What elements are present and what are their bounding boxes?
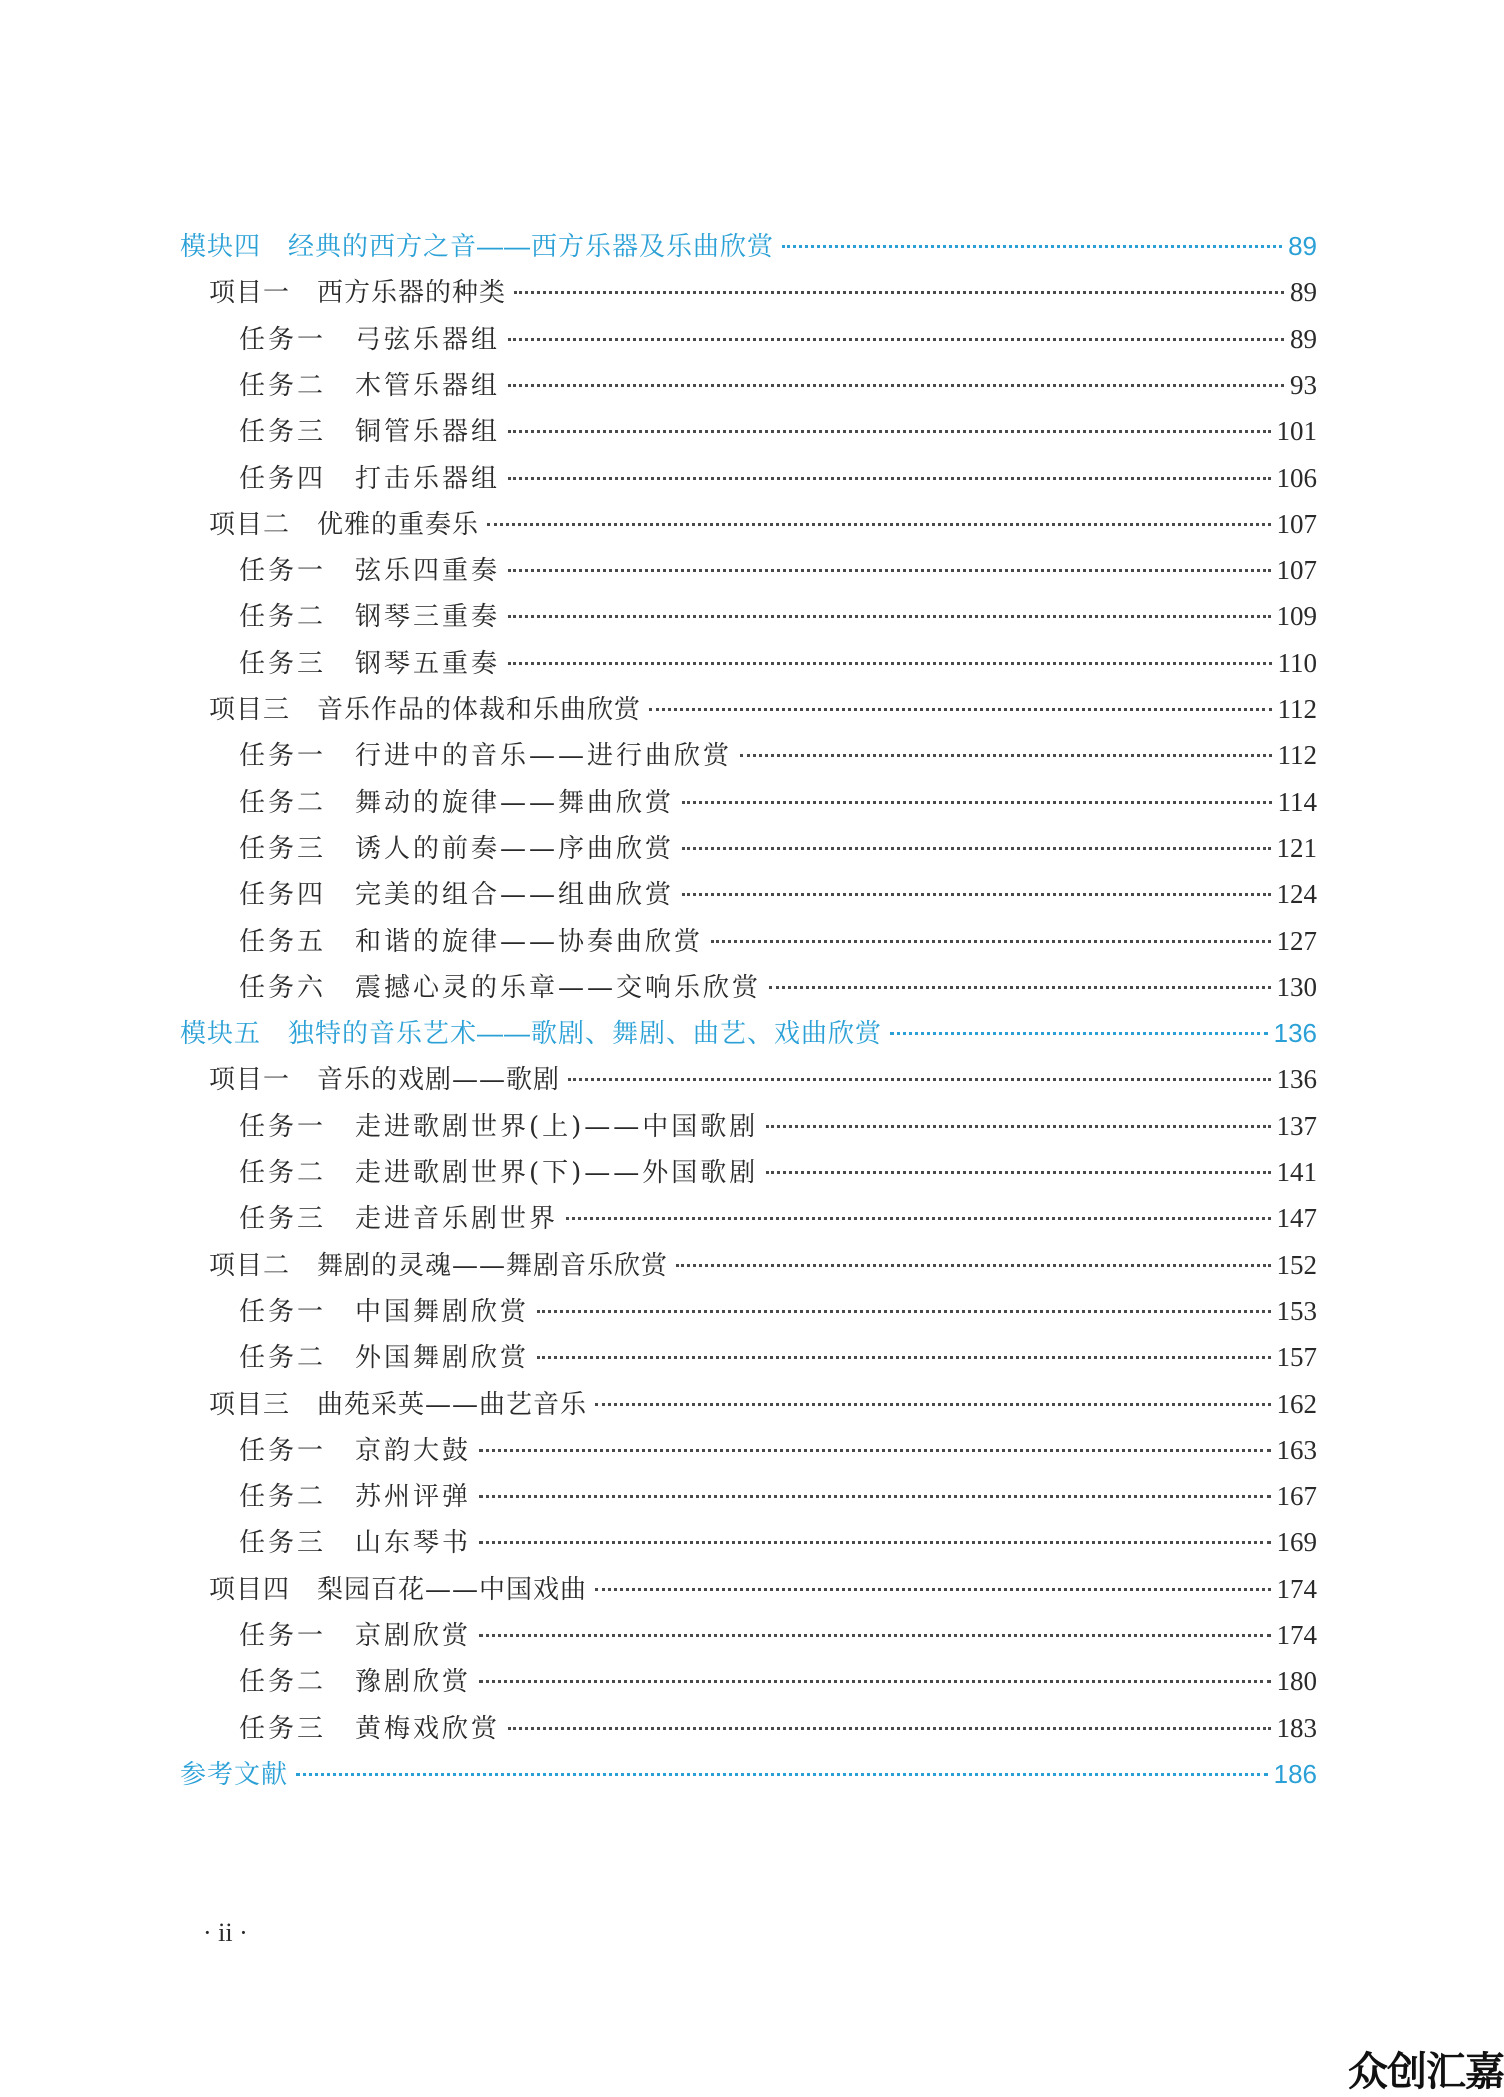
toc-entry-task[interactable] <box>239 967 1317 1004</box>
dot-leader <box>595 1588 1270 1591</box>
toc-entry-task[interactable] <box>239 735 1317 772</box>
dot-leader <box>890 1032 1268 1035</box>
toc-entry-task[interactable] <box>239 1615 1317 1652</box>
toc-entry-title: 项目三 曲苑采英——曲艺音乐 <box>209 1390 588 1420</box>
toc-entry-title: 任务三 钢琴五重奏 <box>239 649 501 679</box>
toc-entry-title: 任务一 行进中的音乐——进行曲欣赏 <box>239 741 733 771</box>
dot-leader <box>537 1356 1270 1359</box>
toc-entry-task[interactable] <box>239 1708 1317 1745</box>
toc-entry-task[interactable] <box>239 782 1317 819</box>
dot-leader <box>508 477 1270 480</box>
toc-entry-project[interactable] <box>209 272 1317 309</box>
toc-entry-project[interactable] <box>209 1059 1317 1096</box>
toc-entry-project[interactable] <box>209 504 1317 541</box>
toc-entry-page: 109 <box>1276 601 1317 631</box>
page-number: · ii · <box>203 1918 248 1947</box>
toc-entry-title: 参考文献 <box>180 1759 289 1789</box>
toc-entry-page: 136 <box>1276 1064 1317 1094</box>
toc-entry-title: 任务一 中国舞剧欣赏 <box>239 1297 530 1327</box>
dot-leader <box>514 291 1284 294</box>
toc-entry-page: 180 <box>1276 1666 1317 1696</box>
toc-entry-task[interactable] <box>239 643 1317 680</box>
dot-leader <box>740 754 1271 757</box>
toc-entry-task[interactable] <box>239 1430 1317 1467</box>
toc-entry-page: 127 <box>1276 926 1317 956</box>
toc-entry-page: 169 <box>1276 1527 1317 1557</box>
toc-entry-page: 124 <box>1276 879 1317 909</box>
dot-leader <box>649 708 1271 711</box>
toc-entry-page: 183 <box>1276 1713 1317 1743</box>
toc-entry-title: 任务三 走进音乐剧世界 <box>239 1204 559 1234</box>
dot-leader <box>682 801 1271 804</box>
toc-entry-task[interactable] <box>239 1661 1317 1698</box>
toc-entry-title: 任务四 打击乐器组 <box>239 464 501 494</box>
toc-entry-task[interactable] <box>239 1106 1317 1143</box>
toc-entry-task[interactable] <box>239 365 1317 402</box>
toc-entry-task[interactable] <box>239 458 1317 495</box>
toc-entry-page: 141 <box>1276 1157 1317 1187</box>
toc-entry-page: 106 <box>1276 463 1317 493</box>
dot-leader <box>508 615 1270 618</box>
toc-entry-project[interactable] <box>209 1384 1317 1421</box>
dot-leader <box>676 1264 1270 1267</box>
dot-leader <box>711 940 1270 943</box>
toc-entry-page: 152 <box>1276 1250 1317 1280</box>
dot-leader <box>479 1680 1270 1683</box>
toc-entry-page: 130 <box>1276 972 1317 1002</box>
toc-entry-title: 任务二 苏州评弹 <box>239 1482 472 1512</box>
toc-entry-page: 137 <box>1276 1111 1317 1141</box>
dot-leader <box>479 1634 1270 1637</box>
toc-entry-title: 项目一 音乐的戏剧——歌剧 <box>209 1065 561 1095</box>
dot-leader <box>508 430 1270 433</box>
dot-leader <box>766 1125 1270 1128</box>
toc-entry-title: 任务三 黄梅戏欣赏 <box>239 1714 501 1744</box>
toc-entry-module[interactable] <box>180 226 1317 263</box>
toc-entry-title: 任务一 走进歌剧世界(上)——中国歌剧 <box>239 1112 759 1142</box>
dot-leader <box>566 1217 1270 1220</box>
toc-entry-task[interactable] <box>239 1476 1317 1513</box>
toc-entry-title: 任务五 和谐的旋律——协奏曲欣赏 <box>239 927 704 957</box>
dot-leader <box>782 245 1282 248</box>
toc-entry-page: 112 <box>1277 740 1317 770</box>
dot-leader <box>487 523 1270 526</box>
toc-entry-page: 107 <box>1276 555 1317 585</box>
toc-entry-page: 121 <box>1276 833 1317 863</box>
toc-entry-task[interactable] <box>239 828 1317 865</box>
toc-entry-title: 任务二 外国舞剧欣赏 <box>239 1343 530 1373</box>
toc-entry-title: 任务二 豫剧欣赏 <box>239 1667 472 1697</box>
dot-leader <box>479 1449 1270 1452</box>
toc-entry-page: 89 <box>1288 231 1317 261</box>
toc-entry-title: 项目四 梨园百花——中国戏曲 <box>209 1575 588 1605</box>
toc-entry-title: 任务一 弓弦乐器组 <box>239 325 501 355</box>
toc-entry-title: 模块四 经典的西方之音——西方乐器及乐曲欣赏 <box>180 231 775 261</box>
watermark-logo: 众创汇嘉 <box>1348 2049 1504 2095</box>
dot-leader <box>508 1727 1270 1730</box>
toc-entry-task[interactable] <box>239 921 1317 958</box>
dot-leader <box>479 1541 1270 1544</box>
toc-entry-page: 114 <box>1277 787 1317 817</box>
toc-entry-title: 任务二 木管乐器组 <box>239 371 501 401</box>
toc-entry-project[interactable] <box>209 1569 1317 1606</box>
toc-entry-page: 136 <box>1273 1018 1317 1048</box>
dot-leader <box>296 1773 1268 1776</box>
toc-entry-page: 93 <box>1290 370 1317 400</box>
dot-leader <box>537 1310 1270 1313</box>
toc-entry-title: 任务二 钢琴三重奏 <box>239 602 501 632</box>
toc-entry-task[interactable] <box>239 319 1317 356</box>
toc-entry-page: 101 <box>1276 416 1317 446</box>
toc-entry-page: 157 <box>1276 1342 1317 1372</box>
toc-entry-module[interactable] <box>180 1013 1317 1050</box>
toc-entry-title: 项目二 舞剧的灵魂——舞剧音乐欣赏 <box>209 1251 669 1281</box>
toc-entry-title: 项目二 优雅的重奏乐 <box>209 510 480 540</box>
toc-entry-task[interactable] <box>239 1198 1317 1235</box>
toc-entry-page: 174 <box>1276 1620 1317 1650</box>
toc-entry-title: 项目一 西方乐器的种类 <box>209 278 507 308</box>
toc-entry-title: 项目三 音乐作品的体裁和乐曲欣赏 <box>209 695 642 725</box>
dot-leader <box>508 662 1271 665</box>
toc-entry-page: 163 <box>1276 1435 1317 1465</box>
toc-entry-title: 任务四 完美的组合——组曲欣赏 <box>239 880 675 910</box>
toc-entry-project[interactable] <box>209 689 1317 726</box>
toc-entry-task[interactable] <box>239 1337 1317 1374</box>
toc-entry-title: 任务三 铜管乐器组 <box>239 417 501 447</box>
toc-entry-page: 107 <box>1276 509 1317 539</box>
dot-leader <box>508 569 1270 572</box>
dot-leader <box>568 1078 1270 1081</box>
toc-entry-task[interactable] <box>239 1522 1317 1559</box>
toc-entry-page: 186 <box>1273 1759 1317 1789</box>
toc-entry-title: 任务六 震撼心灵的乐章——交响乐欣赏 <box>239 973 762 1003</box>
dot-leader <box>769 986 1270 989</box>
toc-entry-page: 89 <box>1290 277 1317 307</box>
dot-leader <box>682 893 1270 896</box>
toc-entry-module[interactable] <box>180 1754 1317 1791</box>
toc-entry-task[interactable] <box>239 411 1317 448</box>
toc-entry-page: 110 <box>1277 648 1317 678</box>
dot-leader <box>508 338 1284 341</box>
toc-entry-title: 任务一 京剧欣赏 <box>239 1621 472 1651</box>
toc-entry-title: 任务一 弦乐四重奏 <box>239 556 501 586</box>
toc-entry-task[interactable] <box>239 596 1317 633</box>
toc-entry-title: 任务一 京韵大鼓 <box>239 1436 472 1466</box>
dot-leader <box>595 1403 1270 1406</box>
toc-entry-page: 167 <box>1276 1481 1317 1511</box>
toc-entry-title: 任务二 舞动的旋律——舞曲欣赏 <box>239 788 675 818</box>
toc-entry-title: 模块五 独特的音乐艺术——歌剧、舞剧、曲艺、戏曲欣赏 <box>180 1018 883 1048</box>
toc-entry-page: 112 <box>1277 694 1317 724</box>
toc-entry-page: 147 <box>1276 1203 1317 1233</box>
toc-entry-title: 任务三 诱人的前奏——序曲欣赏 <box>239 834 675 864</box>
toc-entry-page: 174 <box>1276 1574 1317 1604</box>
dot-leader <box>682 847 1270 850</box>
toc-entry-task[interactable] <box>239 1152 1317 1189</box>
toc-entry-title: 任务二 走进歌剧世界(下)——外国歌剧 <box>239 1158 759 1188</box>
toc-entry-task[interactable] <box>239 874 1317 911</box>
toc-entry-page: 89 <box>1290 324 1317 354</box>
toc-entry-task[interactable] <box>239 1291 1317 1328</box>
toc-entry-page: 153 <box>1276 1296 1317 1326</box>
dot-leader <box>766 1171 1270 1174</box>
toc-entry-project[interactable] <box>209 1245 1317 1282</box>
dot-leader <box>508 384 1284 387</box>
toc-entry-page: 162 <box>1276 1389 1317 1419</box>
dot-leader <box>479 1495 1270 1498</box>
toc-entry-title: 任务三 山东琴书 <box>239 1528 472 1558</box>
toc-entry-task[interactable] <box>239 550 1317 587</box>
